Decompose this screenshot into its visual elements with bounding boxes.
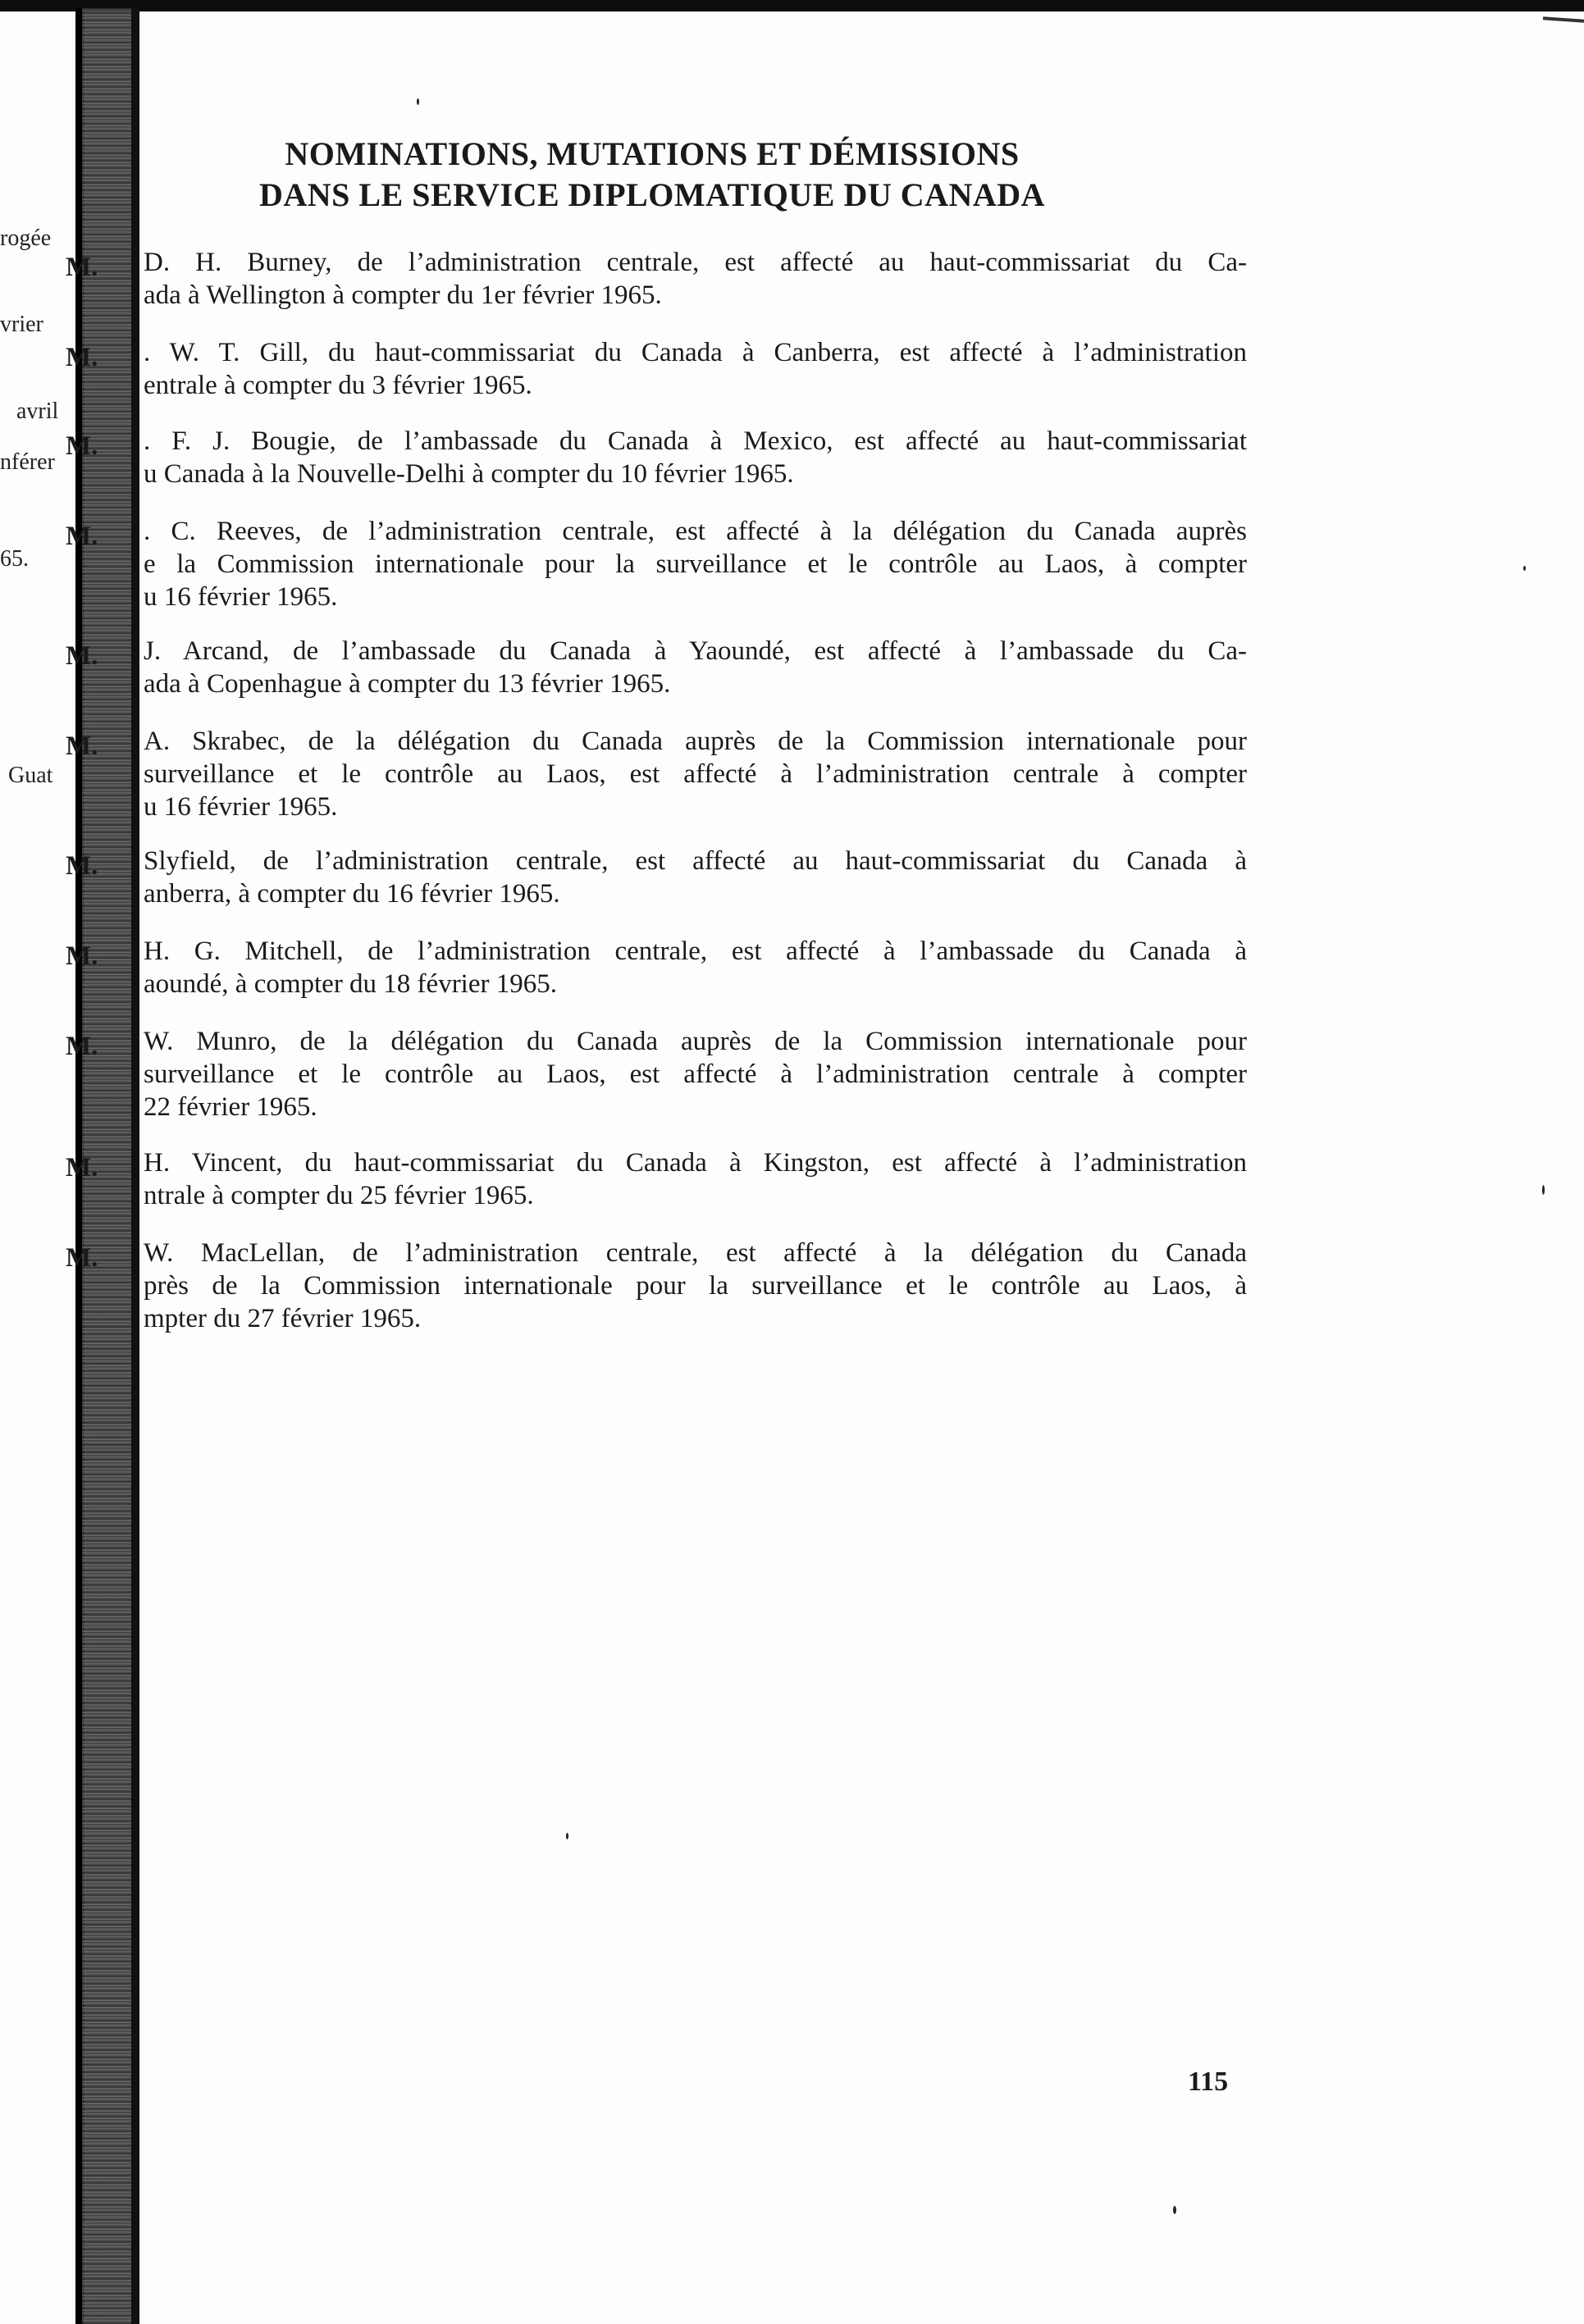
margin-fragment: rogée xyxy=(0,226,52,251)
margin-fragment: vrier xyxy=(0,312,43,337)
margin-fragment: avril xyxy=(16,399,59,424)
entry-line: près de la Commission internationale pour la surveillance et le contrôle au Laos, à xyxy=(144,1271,1247,1301)
scan-corner-mark xyxy=(1543,16,1584,22)
list-item xyxy=(144,725,1247,823)
title-line-2: DANS LE SERVICE DIPLOMATIQUE DU CANADA xyxy=(258,176,1046,213)
list-item xyxy=(144,1146,1247,1212)
entry-line: W. Munro, de la délégation du Canada auprès de la Commission internationale pour xyxy=(144,1027,1247,1056)
entry-line: u 16 février 1965. xyxy=(144,582,338,612)
list-item xyxy=(144,635,1247,700)
entry-lead: M. xyxy=(66,851,98,881)
entry-lead: M. xyxy=(66,431,98,461)
page-number: 115 xyxy=(1188,2067,1229,2097)
gutter-edge xyxy=(131,8,139,2324)
scan-speck xyxy=(1542,1185,1545,1195)
entry-line: mpter du 27 février 1965. xyxy=(144,1304,422,1333)
list-item xyxy=(144,515,1247,613)
entry-line: u 16 février 1965. xyxy=(144,792,338,822)
entry-line: 22 février 1965. xyxy=(144,1092,317,1122)
list-item xyxy=(144,1025,1247,1123)
list-item xyxy=(144,935,1247,1000)
entry-line: ntrale à compter du 25 février 1965. xyxy=(144,1181,534,1210)
scan-speck xyxy=(566,1833,568,1839)
margin-fragment: 65. xyxy=(0,546,29,572)
entry-lead: M. xyxy=(66,941,98,971)
margin-fragment: nférer xyxy=(0,449,55,475)
entry-lead: M. xyxy=(66,253,98,282)
entry-lead: M. xyxy=(66,731,98,761)
scan-speck xyxy=(1173,2206,1176,2214)
entry-line: . C. Reeves, de l’administration centrale, est affecté à la délégation du Canada auprès xyxy=(144,517,1247,546)
scan-top-edge xyxy=(0,0,1584,11)
entry-line: Slyfield, de l’administration centrale, est affecté au haut-commissariat du Canada à xyxy=(144,846,1247,876)
entry-line: aoundé, à compter du 18 février 1965. xyxy=(144,969,557,999)
list-item xyxy=(144,1237,1247,1335)
entry-lead: M. xyxy=(66,1243,98,1273)
margin-fragment: Guat xyxy=(8,763,53,788)
entry-line: A. Skrabec, de la délégation du Canada auprès de la Commission internationale pour xyxy=(144,727,1247,756)
entry-line: entrale à compter du 3 février 1965. xyxy=(144,371,532,400)
entry-line: anberra, à compter du 16 février 1965. xyxy=(144,879,560,909)
list-item xyxy=(144,845,1247,910)
entry-line: ada à Wellington à compter du 1er février 1965. xyxy=(144,280,662,310)
entry-line: W. MacLellan, de l’administration centrale, est affecté à la délégation du Canada xyxy=(144,1238,1247,1268)
entry-line: H. G. Mitchell, de l’administration centrale, est affecté à l’ambassade du Canada à xyxy=(144,936,1247,966)
entry-lead: M. xyxy=(66,522,98,551)
entry-line: . F. J. Bougie, de l’ambassade du Canada à Mexico, est affecté au haut-commissariat xyxy=(144,426,1247,456)
scan-speck xyxy=(1523,566,1526,571)
entry-line: u Canada à la Nouvelle-Delhi à compter du 10 février 1965. xyxy=(144,459,794,489)
entry-lead: M. xyxy=(66,1153,98,1183)
entry-line: J. Arcand, de l’ambassade du Canada à Yaoundé, est affecté à l’ambassade du Ca- xyxy=(144,636,1247,666)
entry-lead: M. xyxy=(66,1032,98,1061)
list-item xyxy=(144,336,1247,402)
entry-line: D. H. Burney, de l’administration centrale, est affecté au haut-commissariat du Ca- xyxy=(144,248,1247,277)
title-line-1: NOMINATIONS, MUTATIONS ET DÉMISSIONS xyxy=(285,135,1020,172)
list-item xyxy=(144,425,1247,490)
entry-line: ada à Copenhague à compter du 13 février 1965. xyxy=(144,669,671,699)
entry-lead: M. xyxy=(66,343,98,372)
entry-line: H. Vincent, du haut-commissariat du Canada à Kingston, est affecté à l’administration xyxy=(144,1148,1247,1178)
entry-lead: M. xyxy=(66,641,98,671)
entry-line: . W. T. Gill, du haut-commissariat du Canada à Canberra, est affecté à l’administration xyxy=(144,338,1247,367)
entry-line: surveillance et le contrôle au Laos, est affecté à l’administration centrale à compter xyxy=(144,1059,1247,1089)
entry-line: e la Commission internationale pour la surveillance et le contrôle au Laos, à compter xyxy=(144,549,1247,579)
page-title xyxy=(172,134,1132,216)
entry-line: surveillance et le contrôle au Laos, est affecté à l’administration centrale à compter xyxy=(144,759,1247,789)
scan-speck xyxy=(417,98,419,105)
list-item xyxy=(144,246,1247,312)
